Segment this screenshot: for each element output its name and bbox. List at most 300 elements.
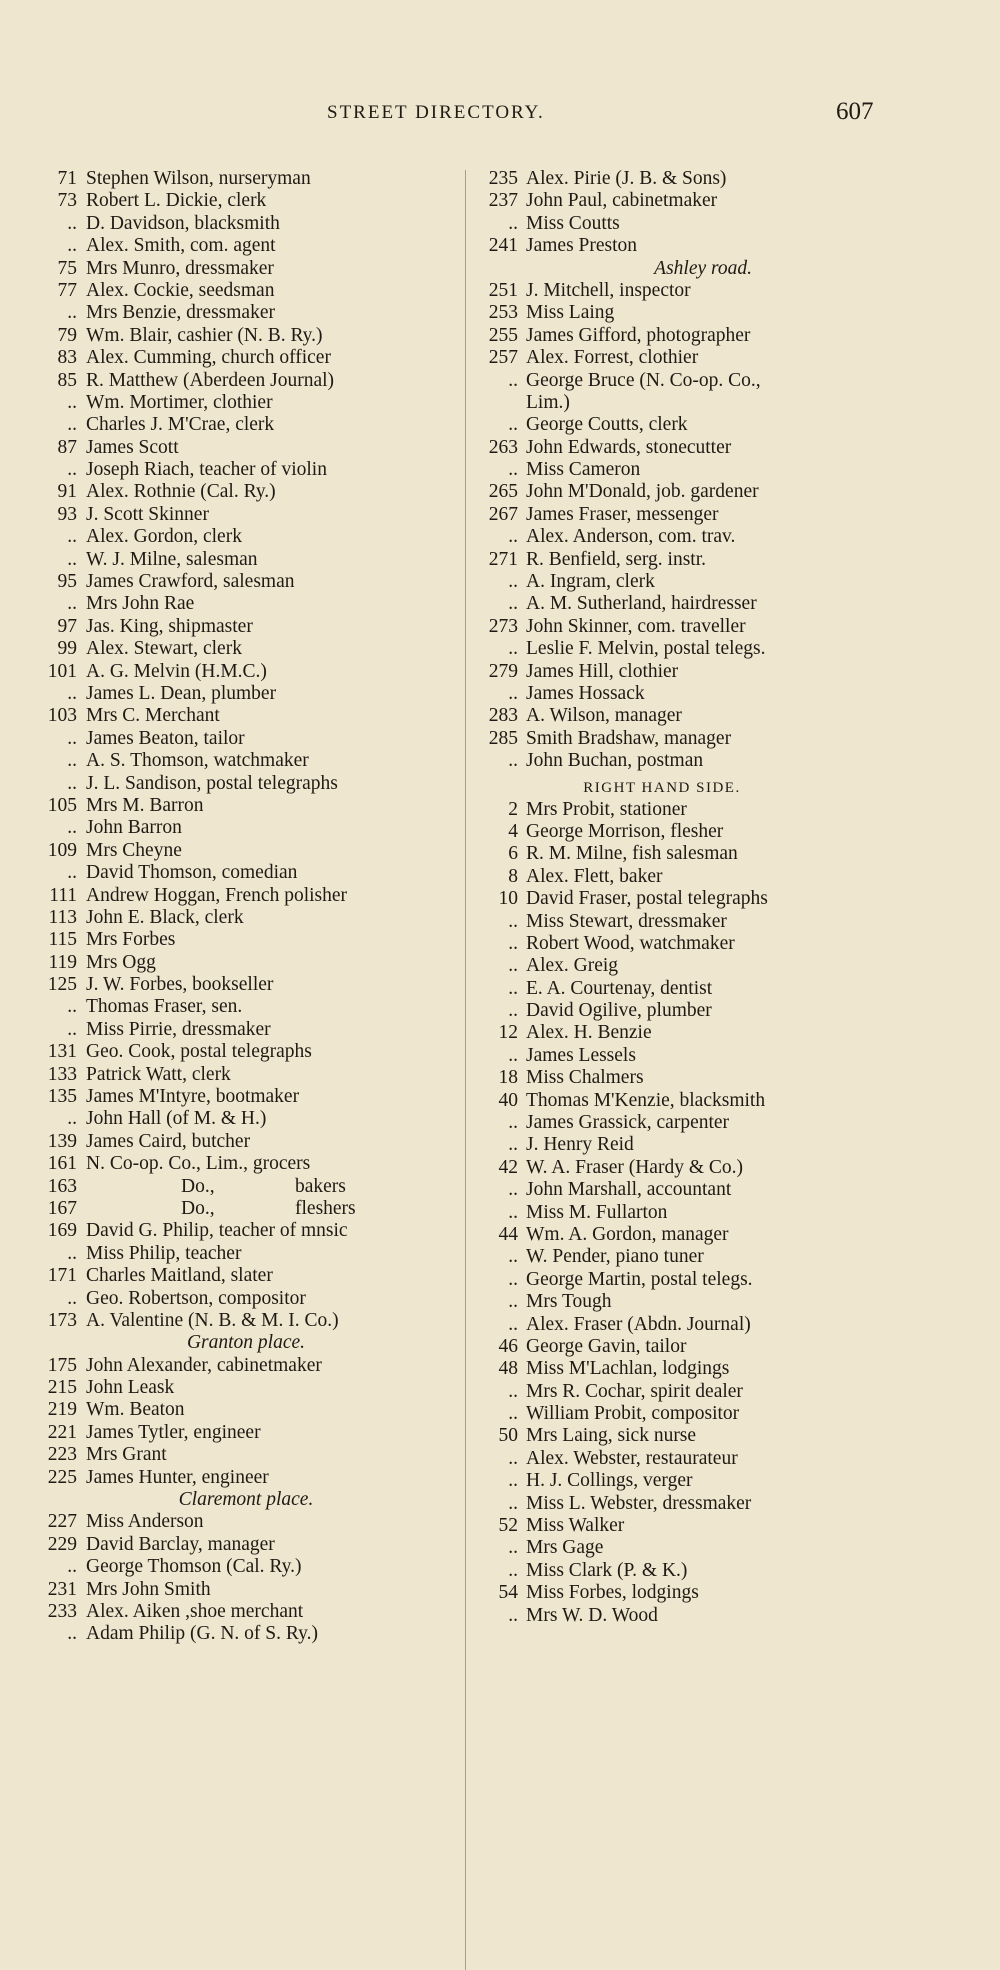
house-number: 263 [488,436,518,458]
house-number: 93 [57,503,77,525]
occupant-name: Mrs John Smith [86,1578,211,1600]
occupant-name: J. Henry Reid [526,1134,634,1156]
occupant-name: John Leask [86,1377,175,1399]
directory-entry [30,370,462,392]
occupant-name: Thomas Fraser, sen. [86,996,243,1018]
occupant-name: Mrs Cheyne [86,839,182,861]
occupant-name: Mrs Munro, dressmaker [86,257,274,279]
occupant-name: Miss Coutts [526,212,620,234]
house-number: 95 [57,571,77,593]
directory-entry [30,190,462,212]
directory-entry [30,1265,462,1287]
occupant-name: Miss Pirrie, dressmaker [86,1018,271,1040]
house-number: .. [67,996,77,1018]
directory-entry [470,1246,890,1268]
occupant-name: A. G. Melvin (H.M.C.) [86,660,267,682]
directory-entry [30,952,462,974]
occupant-name: David Fraser, postal telegraphs [526,888,768,910]
occupant-name: A. Ingram, clerk [526,571,655,593]
occupant-name: Smith Bradshaw, manager [526,727,732,749]
directory-entry [470,1134,890,1156]
section-heading: RIGHT HAND SIDE. [583,779,741,796]
occupant-name: J. Scott Skinner [86,503,209,525]
house-number: 54 [498,1582,518,1604]
house-number: 251 [488,279,518,301]
occupant-name: A. Valentine (N. B. & M. I. Co.) [86,1309,339,1331]
directory-entry [30,1288,462,1310]
occupant-name: Mrs R. Cochar, spirit dealer [526,1380,743,1402]
house-number: .. [508,932,518,954]
occupant-name: Miss Stewart, dressmaker [526,910,727,932]
directory-entry [470,1358,890,1380]
house-number: .. [508,1044,518,1066]
occupant-name: Wm. Blair, cashier (N. B. Ry.) [86,324,323,346]
directory-entry [470,978,890,1000]
directory-entry [470,638,890,660]
directory-entry [30,1601,462,1623]
directory-entry [30,1131,462,1153]
occupant-name: Stephen Wilson, nurseryman [86,168,311,189]
house-number: .. [67,750,77,772]
house-number: 97 [57,615,77,637]
occupant-name: Mrs W. D. Wood [526,1604,658,1626]
occupant-name: W. Pender, piano tuner [526,1246,704,1268]
house-number: 167 [47,1197,77,1219]
occupant-name: Miss Clark (P. & K.) [526,1559,688,1581]
occupant-name: R. M. Milne, fish salesman [526,843,738,865]
house-number: .. [67,1623,77,1645]
directory-entry [470,414,890,436]
house-number: .. [67,1242,77,1264]
occupant-name: Miss L. Webster, dressmaker [526,1492,752,1514]
house-number: .. [67,1556,77,1578]
occupant-name: David Thomson, comedian [86,862,298,884]
directory-entry [30,504,462,526]
directory-entry [470,370,890,392]
occupant-name: Miss M'Lachlan, lodgings [526,1358,730,1380]
directory-entry [470,1425,890,1447]
directory-entry [30,549,462,571]
occupant-name: Wm. Beaton [86,1399,185,1421]
occupant-name: George Gavin, tailor [526,1335,687,1357]
house-number: .. [67,302,77,324]
house-number: 265 [488,481,518,503]
occupant-name: John Skinner, com. traveller [526,615,746,637]
house-number: .. [508,1201,518,1223]
directory-entry [470,933,890,955]
occupant-name: Mrs John Rae [86,593,195,615]
occupant-name: A. M. Sutherland, hairdresser [526,593,757,615]
occupant-name: Miss Philip, teacher [86,1242,242,1264]
directory-entry [470,1470,890,1492]
house-number: .. [508,414,518,436]
occupant-name: R. Benfield, serg. instr. [526,548,707,570]
occupant-name: Miss M. Fullarton [526,1201,668,1223]
directory-entry [30,593,462,615]
occupant-name: Do., [181,1197,215,1219]
directory-entry [30,1198,462,1220]
directory-entry [30,481,462,503]
house-number: 87 [57,436,77,458]
house-number: 223 [47,1444,77,1466]
house-number: .. [508,1313,518,1335]
house-number: .. [67,1108,77,1130]
occupant-name: James Preston [526,235,638,257]
house-number: .. [508,459,518,481]
directory-entry [30,1153,462,1175]
directory-entry [470,1000,890,1022]
directory-entry [470,705,890,727]
occupant-name: Alex. Fraser (Abdn. Journal) [526,1313,751,1335]
occupant-name: Mrs Forbes [86,929,176,951]
directory-entry [30,728,462,750]
directory-entry [470,728,890,750]
directory-entry [30,392,462,414]
directory-entry [30,974,462,996]
directory-entry [30,347,462,369]
directory-entry [470,526,890,548]
running-title: STREET DIRECTORY. [327,102,545,123]
house-number: .. [508,1112,518,1134]
street-heading: Claremont place. [178,1489,314,1511]
directory-entry [30,996,462,1018]
occupant-name: Miss Forbes, lodgings [526,1582,699,1604]
occupant-name: Alex. Webster, restaurateur [526,1447,738,1469]
occupant-name: Joseph Riach, teacher of violin [86,459,327,481]
house-number: 235 [488,168,518,189]
occupant-name: Adam Philip (G. N. of S. Ry.) [86,1623,318,1645]
directory-entry [470,955,890,977]
house-number: 109 [47,839,77,861]
directory-entry [470,1202,890,1224]
house-number: 4 [508,820,518,842]
occupant-name: James L. Dean, plumber [86,682,277,704]
directory-entry [470,683,890,705]
directory-entry [30,862,462,884]
directory-entry [470,593,890,615]
directory-entry [30,795,462,817]
directory-entry [470,1179,890,1201]
occupant-name: George Morrison, flesher [526,820,724,842]
house-number: 50 [498,1425,518,1447]
occupant-name: John Buchan, postman [526,750,704,772]
house-number: 2 [508,798,518,820]
house-number: .. [67,235,77,257]
occupant-name: Alex. Cockie, seedsman [86,279,275,301]
house-number: 103 [47,705,77,727]
house-number: .. [508,571,518,593]
occupant-name: Miss Walker [526,1515,625,1537]
column-divider [465,170,466,1970]
directory-entry [30,817,462,839]
house-number: 125 [47,974,77,996]
occupant-name: Alex. H. Benzie [526,1022,652,1044]
house-number: .. [67,1287,77,1309]
directory-entry [470,280,890,302]
house-number: .. [508,1134,518,1156]
directory-entry [30,302,462,324]
house-number: 233 [47,1601,77,1622]
occupant-name: Wm. A. Gordon, manager [526,1223,729,1245]
occupant-name: Alex. Anderson, com. trav. [526,526,736,548]
house-number: 215 [47,1377,77,1399]
street-heading: Granton place. [186,1332,306,1354]
directory-entry [30,280,462,302]
house-number: 273 [488,615,518,637]
directory-entry [470,571,890,593]
occupant-name: Alex. Flett, baker [526,865,663,887]
directory-entry [30,1310,462,1332]
occupant-name: James Beaton, tailor [86,727,245,749]
house-number: 12 [498,1022,518,1044]
page-number: 607 [836,98,874,125]
directory-entry [30,414,462,436]
directory-entry [470,750,890,772]
occupant-name: D. Davidson, blacksmith [86,212,280,234]
house-number: 6 [508,843,518,865]
house-number: 139 [47,1130,77,1152]
occupant-name: John Barron [86,817,182,839]
occupant-name: Geo. Robertson, compositor [86,1287,306,1309]
directory-entry [30,1064,462,1086]
occupant-name: H. J. Collings, verger [526,1470,693,1492]
occupant-name: James Lessels [526,1044,636,1066]
house-number: 279 [488,660,518,682]
house-number: 221 [47,1421,77,1443]
directory-entry [470,190,890,212]
occupant-name: Mrs Benzie, dressmaker [86,302,275,324]
occupant-name: James Hill, clothier [526,660,679,682]
house-number: .. [508,1537,518,1559]
occupant-name: Alex. Smith, com. agent [86,235,276,257]
directory-entry [470,1493,890,1515]
directory-entry [470,437,890,459]
directory-entry [470,1045,890,1067]
directory-entry [30,1399,462,1421]
house-number: 18 [498,1067,518,1089]
directory-entry [30,1556,462,1578]
house-number: 40 [498,1089,518,1111]
directory-entry [470,1090,890,1112]
house-number: 77 [57,279,77,301]
occupant-name: Mrs C. Merchant [86,705,220,727]
house-number: .. [508,1447,518,1469]
house-number: .. [508,526,518,548]
house-number: .. [508,1291,518,1313]
occupant-name: George Bruce (N. Co-op. Co., [526,369,761,391]
occupant-name: E. A. Courtenay, dentist [526,977,713,999]
house-number: 48 [498,1358,518,1380]
occupant-name: Patrick Watt, clerk [86,1063,231,1085]
house-number: 99 [57,638,77,660]
occupant-name: George Coutts, clerk [526,414,688,436]
house-number: .. [508,1559,518,1581]
occupant-name: A. S. Thomson, watchmaker [86,750,309,772]
house-number: .. [508,1492,518,1514]
house-number: .. [508,638,518,660]
directory-entry [30,1422,462,1444]
house-number: .. [508,1470,518,1492]
occupant-name: James M'Intyre, bootmaker [86,1086,300,1108]
house-number: 85 [57,369,77,391]
house-number: 175 [47,1354,77,1376]
directory-entry [30,1444,462,1466]
directory-entry [470,168,890,190]
directory-entry [30,907,462,929]
directory-entry [30,235,462,257]
directory-entry [470,1582,890,1604]
directory-entry [470,235,890,257]
occupant-name: Do., [181,1175,215,1197]
occupation: bakers [295,1175,346,1197]
occupant-name: Mrs Ogg [86,951,156,973]
occupant-name: Alex. Stewart, clerk [86,638,242,660]
occupant-name: Mrs Probit, stationer [526,798,687,820]
house-number: .. [508,1403,518,1425]
occupant-name: Alex. Pirie (J. B. & Sons) [526,168,727,189]
house-number: .. [67,414,77,436]
occupant-name: A. Wilson, manager [526,705,682,727]
house-number: 253 [488,302,518,324]
occupant-name: John M'Donald, job. gardener [526,481,759,503]
house-number: .. [67,548,77,570]
occupant-name: Miss Chalmers [526,1067,644,1089]
house-number: .. [508,593,518,615]
house-number: .. [508,955,518,977]
left-column [30,168,462,1646]
house-number: 83 [57,347,77,369]
house-number: 257 [488,347,518,369]
house-number: 46 [498,1335,518,1357]
house-number: .. [508,1246,518,1268]
directory-entry [470,1560,890,1582]
occupant-name: John Hall (of M. & H.) [86,1108,267,1130]
house-number: .. [67,682,77,704]
occupant-name: George Martin, postal telegs. [526,1268,753,1290]
house-number: 52 [498,1515,518,1537]
occupant-name: W. J. Milne, salesman [86,548,258,570]
occupant-name: George Thomson (Cal. Ry.) [86,1556,302,1578]
occupant-name: Alex. Rothnie (Cal. Ry.) [86,481,276,503]
occupant-name: Mrs Grant [86,1444,167,1466]
occupant-name: James Scott [86,436,179,458]
directory-entry [470,481,890,503]
house-number: 42 [498,1156,518,1178]
occupant-name: Charles J. M'Crae, clerk [86,414,275,436]
occupant-name: J. Mitchell, inspector [526,279,691,301]
occupant-name: John Paul, cabinetmaker [526,190,718,212]
house-number: 131 [47,1041,77,1063]
occupant-name: James Hossack [526,682,645,704]
house-number: .. [508,1604,518,1626]
occupant-name: N. Co-op. Co., Lim., grocers [86,1153,311,1175]
occupant-name: Alex. Gordon, clerk [86,526,242,548]
occupant-name: William Probit, compositor [526,1403,740,1425]
house-number: 115 [48,929,77,951]
house-number: 225 [47,1466,77,1488]
house-number: 8 [508,865,518,887]
house-number: 231 [47,1578,77,1600]
occupant-name: Andrew Hoggan, French polisher [86,884,348,906]
house-number: .. [67,526,77,548]
house-number: .. [508,1179,518,1201]
occupant-name: Jas. King, shipmaster [86,615,253,637]
directory-entry [470,459,890,481]
directory-entry [30,526,462,548]
house-number: 169 [47,1220,77,1242]
occupant-name: James Crawford, salesman [86,571,295,593]
house-number: 241 [488,235,518,257]
house-number: .. [508,977,518,999]
occupant-name: Alex. Cumming, church officer [86,347,331,369]
occupant-name: Alex. Greig [526,955,619,977]
directory-entry [30,705,462,727]
occupant-name: James Hunter, engineer [86,1466,269,1488]
occupant-name: David G. Philip, teacher of mnsic [86,1220,348,1242]
directory-entry [30,1511,462,1533]
directory-entry [470,1448,890,1470]
directory-entry [30,616,462,638]
house-number: .. [67,391,77,413]
directory-entry [30,1220,462,1242]
directory-entry [470,302,890,324]
directory-entry [470,1224,890,1246]
occupant-name: Thomas M'Kenzie, blacksmith [526,1089,766,1111]
house-number: 71 [57,168,77,189]
directory-entry [30,1086,462,1108]
house-number: 10 [498,888,518,910]
occupant-name: W. A. Fraser (Hardy & Co.) [526,1156,743,1178]
occupant-name: Alex. Forrest, clothier [526,347,699,369]
occupant-name: Miss Cameron [526,459,641,481]
occupant-name: James Gifford, photographer [526,324,751,346]
occupant-name: J. L. Sandison, postal telegraphs [86,772,338,794]
house-number: 219 [47,1399,77,1421]
directory-entry [30,661,462,683]
directory-entry [30,459,462,481]
house-number: .. [67,593,77,615]
directory-entry [30,213,462,235]
directory-entry [470,1269,890,1291]
house-number: 283 [488,705,518,727]
house-number: .. [67,1018,77,1040]
occupant-name: David Barclay, manager [86,1533,275,1555]
house-number: .. [67,459,77,481]
directory-entry [470,1381,890,1403]
house-number: .. [67,212,77,234]
directory-entry [470,1537,890,1559]
directory-entry [470,1515,890,1537]
directory-entry [30,437,462,459]
directory-entry [30,1534,462,1556]
house-number: 119 [48,951,77,973]
page-header [0,98,1000,132]
directory-entry [470,1022,890,1044]
directory-entry [30,1243,462,1265]
house-number: .. [508,1380,518,1402]
house-number: .. [67,772,77,794]
house-number: 267 [488,503,518,525]
house-number: .. [508,682,518,704]
directory-entry [470,1314,890,1336]
directory-entry [30,168,462,190]
occupation: fleshers [295,1197,356,1219]
occupant-name: Miss Laing [526,302,615,324]
house-number: 255 [488,324,518,346]
directory-entry [470,325,890,347]
right-column [470,168,890,1627]
occupant-name: Mrs Gage [526,1537,604,1559]
